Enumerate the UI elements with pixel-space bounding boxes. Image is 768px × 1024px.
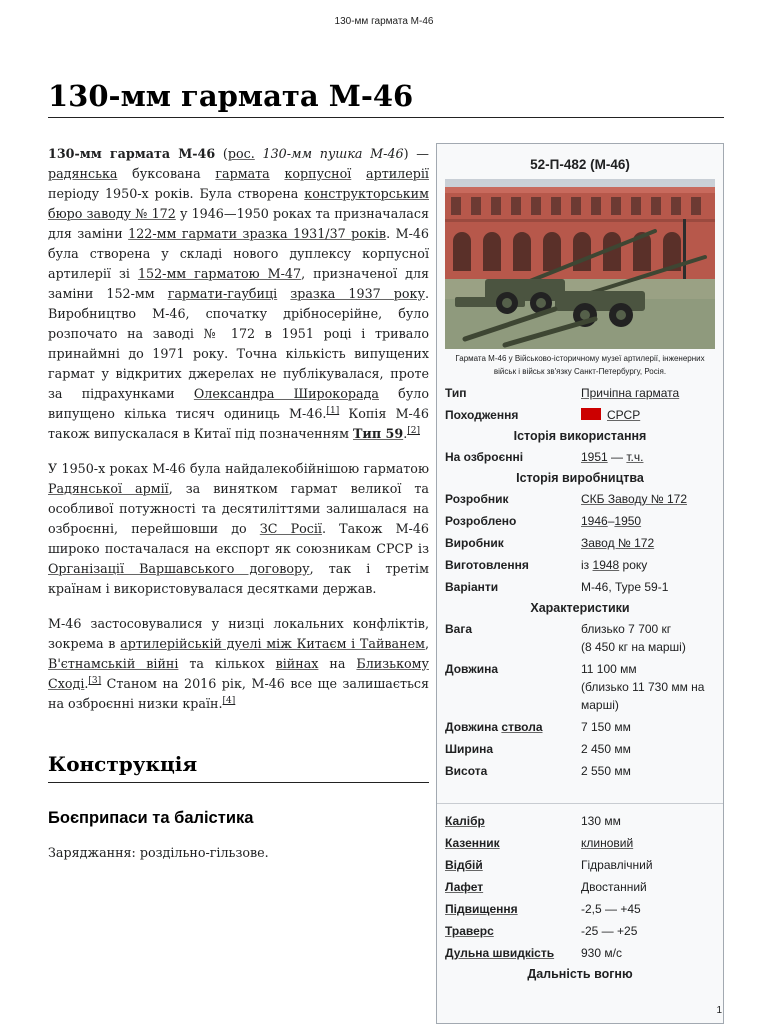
text: . Виробництво М-46, спочатку дрібносерійне, було розпочато на заводі № 172 в 1951 році і тривало принаймні до 1971 року. Точна кількість випущених гармат у відкритих джерелах не публікувалася, проте за підрахунками xyxy=(48,286,429,401)
link-wars[interactable]: війнах xyxy=(275,656,319,671)
row-label: Довжина xyxy=(445,662,499,676)
link-gun[interactable]: гармата xyxy=(215,166,270,181)
infobox-title: 52-П-482 (М-46) xyxy=(530,157,630,172)
ussr-flag-icon xyxy=(581,408,601,420)
barrel-link[interactable]: ствола xyxy=(501,720,543,734)
infobox-row-recoil xyxy=(443,854,717,876)
row-value: (8 450 кг на марші) xyxy=(581,640,686,654)
row-label: Вага xyxy=(445,622,473,636)
infobox-row-designer xyxy=(443,488,717,510)
infobox-row-height xyxy=(443,760,717,782)
row-label: Виробник xyxy=(445,536,504,550)
infobox xyxy=(436,143,724,1024)
text: Копія М-46 також випускалася в Китаї під позначенням xyxy=(48,406,429,441)
text xyxy=(351,166,366,181)
text: було випущено кілька тисяч одиниць М-46. xyxy=(48,386,429,421)
bold-term: 130-мм гармата М-46 xyxy=(48,146,216,161)
infobox-row-elevation xyxy=(443,898,717,920)
breech-link[interactable]: Казенник xyxy=(445,836,500,850)
infobox-caption: Гармата М-46 у Військово-історичному музеї артилерії, інженерних військ і військ зв'язку Санкт-Петербургу, Росія. xyxy=(455,354,705,376)
link-soviet[interactable]: радянська xyxy=(48,166,118,181)
row-label: Тип xyxy=(445,386,467,400)
row-label: Висота xyxy=(445,764,488,778)
infobox-row-carriage xyxy=(443,876,717,898)
infobox-row-barrel xyxy=(443,716,717,738)
text: — xyxy=(607,450,627,464)
row-value: (близько 11 730 мм на марші) xyxy=(581,680,705,712)
infobox-row-origin xyxy=(443,404,717,426)
row-value: -25 — +25 xyxy=(581,924,638,938)
link-122mm-gun[interactable]: 122-мм гармати зразка 1931/37 років xyxy=(128,226,387,241)
text: . xyxy=(403,426,408,441)
infobox-row-width xyxy=(443,738,717,760)
link-russian-forces[interactable]: ЗС Росії xyxy=(259,521,322,536)
infobox-section-production: Історія виробництва xyxy=(516,471,644,485)
text: . М-46 була створена у складі нового дуплексу корпусної артилерії зі xyxy=(48,226,429,281)
link-model-1937[interactable]: зразка 1937 року xyxy=(290,286,425,301)
text: . Також М-46 широко постачалася на експорт як союзникам СРСР із xyxy=(48,521,429,556)
row-value: 7 150 мм xyxy=(581,720,631,734)
text: У 1950-х роках М-46 була найдалекобійнішою гарматою xyxy=(48,461,429,476)
loading-paragraph: Заряджання: роздільно-гільзове. xyxy=(48,845,269,860)
elevation-link[interactable]: Підвищення xyxy=(445,902,518,916)
link-artillery[interactable]: артилерії xyxy=(366,166,429,181)
caliber-link[interactable]: Калібр xyxy=(445,814,485,828)
infobox-row-variants xyxy=(443,576,717,598)
page-header: 130-мм гармата М-46 xyxy=(334,16,434,27)
text: , xyxy=(424,636,430,651)
link-lang[interactable]: рос. xyxy=(227,146,255,161)
gun-photo-image xyxy=(445,179,715,349)
footnote-3[interactable]: [3] xyxy=(88,675,102,686)
infobox-row-designed xyxy=(443,510,717,532)
text xyxy=(255,146,263,161)
text: . xyxy=(84,676,89,691)
link-design-bureau[interactable]: конструкторським бюро заводу № 172 xyxy=(48,186,429,221)
year-link[interactable]: 1948 xyxy=(592,558,620,572)
text xyxy=(270,166,285,181)
infobox-row-breech xyxy=(443,832,717,854)
text: року xyxy=(619,558,648,572)
link-artillery-duel[interactable]: артилерійській дуелі між Китаєм і Тайванем xyxy=(120,636,425,651)
text: буксована xyxy=(117,166,216,181)
row-value: близько 7 700 кг xyxy=(581,622,672,636)
row-value: М-46, Type 59-1 xyxy=(581,580,669,594)
row-value: 130 мм xyxy=(581,814,621,828)
recoil-link[interactable]: Відбій xyxy=(445,858,483,872)
footnote-2[interactable]: [2] xyxy=(407,425,420,436)
infobox-divider xyxy=(437,782,723,804)
footnote-1[interactable]: [1] xyxy=(326,405,340,416)
link-corps[interactable]: корпусної xyxy=(284,166,352,181)
infobox-row-traverse xyxy=(443,920,717,942)
text: ( xyxy=(215,146,228,161)
link-soviet-army[interactable]: Радянської армії xyxy=(48,481,169,496)
infobox-row-caliber xyxy=(443,810,717,832)
row-value: 930 м/с xyxy=(581,946,622,960)
italic-term: 130-мм пушка М-46 xyxy=(262,146,404,161)
text: , за винятком гармат великої та особливої потужності та десятиліттями залишалася на озброєнні, перейшовши до xyxy=(48,481,429,536)
origin-link[interactable]: СРСР xyxy=(607,408,641,422)
muzzle-velocity-link[interactable]: Дульна швидкість xyxy=(445,946,555,960)
row-label: Виготовлення xyxy=(445,558,529,572)
link-middle-east[interactable]: Близькому Сході xyxy=(48,656,429,691)
infobox-row-service xyxy=(443,446,717,468)
text: , так і третім країнам і використовувалася десятками держав. xyxy=(48,561,429,596)
link-vietnam-war[interactable]: В'єтнамській війні xyxy=(48,656,179,671)
designer-link[interactable]: СКБ Заводу № 172 xyxy=(581,492,688,506)
year-link[interactable]: 1946 xyxy=(581,514,608,528)
page-title: 130-мм гармата М-46 xyxy=(48,78,724,118)
footnote-4[interactable]: [4] xyxy=(222,695,236,706)
year-link[interactable]: 1951 xyxy=(581,450,608,464)
row-label: Ширина xyxy=(445,742,494,756)
infobox-row-muzzle-velocity xyxy=(443,942,717,964)
row-label: Походження xyxy=(445,408,519,422)
row-value: Двостанний xyxy=(581,880,647,894)
combat-paragraph xyxy=(48,614,429,714)
infobox-row-manufacturer xyxy=(443,532,717,554)
row-label: Розробник xyxy=(445,492,509,506)
text: – xyxy=(607,514,615,528)
section-heading-construction: Конструкція xyxy=(48,750,429,783)
text: у 1946—1950 роках та призначалася для заміни xyxy=(48,206,429,241)
link-m47[interactable]: 152-мм гарматою М-47 xyxy=(137,266,302,281)
infobox-row-weight xyxy=(443,618,717,658)
link-warsaw-pact[interactable]: Організації Варшавського договору xyxy=(48,561,310,576)
row-label: Довжина xyxy=(445,720,502,734)
intro-paragraph xyxy=(48,144,429,444)
breech-value-link[interactable]: клиновий xyxy=(581,836,634,850)
row-value: -2,5 — +45 xyxy=(581,902,641,916)
text: ) — xyxy=(403,146,429,161)
infobox-row-produced xyxy=(443,554,717,576)
page-number: 1 xyxy=(716,1005,722,1016)
text: на xyxy=(318,656,357,671)
subsection-heading-ammo: Боєприпаси та балістика xyxy=(48,809,254,827)
row-label: Розроблено xyxy=(445,514,517,528)
row-label: Варіанти xyxy=(445,580,499,594)
type-link[interactable]: Причіпна гармата xyxy=(581,386,680,400)
present-link[interactable]: т.ч. xyxy=(626,450,644,464)
row-value: Гідравлічний xyxy=(581,858,653,872)
text: , призначеної для заміни 152-мм xyxy=(48,266,430,301)
infobox-section-usage: Історія використання xyxy=(513,429,647,443)
text: та кількох xyxy=(178,656,276,671)
text: М-46 застосовувалися у низці локальних конфліктів, зокрема в xyxy=(48,616,429,651)
infobox-photo[interactable] xyxy=(445,179,715,349)
history-paragraph xyxy=(48,459,429,599)
carriage-link[interactable]: Лафет xyxy=(445,880,484,894)
infobox-row-type xyxy=(443,382,717,404)
text: періоду 1950-х років. Була створена xyxy=(48,186,305,201)
year-link[interactable]: 1950 xyxy=(614,514,642,528)
link-gun-howitzer[interactable]: гармати-гаубиці xyxy=(167,286,278,301)
row-value: 11 100 мм xyxy=(581,662,637,676)
row-label: На озброєнні xyxy=(445,450,524,464)
link-type59[interactable]: Тип 59 xyxy=(352,426,404,441)
row-value: 2 550 мм xyxy=(581,764,631,778)
row-value: 2 450 мм xyxy=(581,742,631,756)
infobox-section-specs: Характеристики xyxy=(530,601,630,615)
text xyxy=(277,286,290,301)
text: Станом на 2016 рік, М-46 все ще залишається на озброєнні низки країн. xyxy=(48,676,429,711)
infobox-section-range: Дальність вогню xyxy=(527,967,633,981)
traverse-link[interactable]: Траверс xyxy=(445,924,494,938)
manufacturer-link[interactable]: Завод № 172 xyxy=(581,536,655,550)
article-body xyxy=(48,144,429,878)
text: із xyxy=(581,558,593,572)
infobox-row-length xyxy=(443,658,717,716)
link-shirokorad[interactable]: Олександра Широкорада xyxy=(193,386,379,401)
